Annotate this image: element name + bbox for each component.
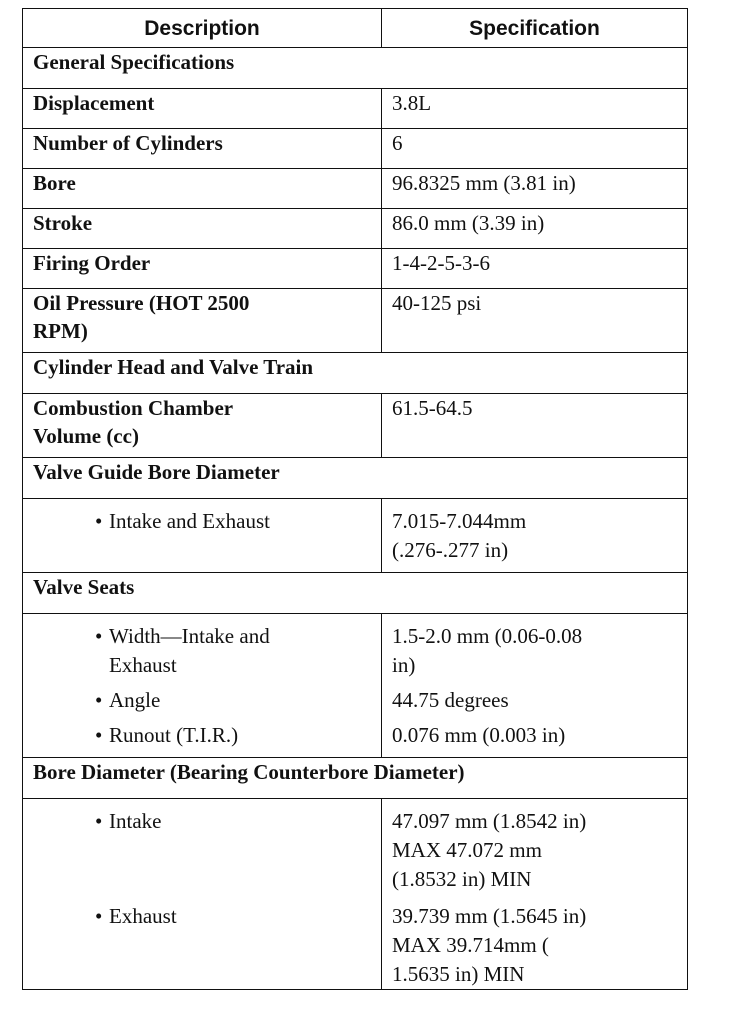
value-line: MAX 47.072 mm [392, 838, 542, 862]
spec-label [23, 799, 382, 990]
table-row [23, 289, 688, 353]
description-header: Description [23, 9, 382, 48]
spec-label [23, 499, 382, 573]
section-valve-seats [23, 573, 688, 614]
spec-value [382, 499, 688, 573]
spec-label: Stroke [23, 209, 382, 249]
bullet-icon: • [95, 809, 103, 833]
specification-table [22, 8, 688, 990]
spec-label [23, 394, 382, 458]
spec-label: Bore [23, 169, 382, 209]
value-line: 39.739 mm (1.5645 in) [392, 904, 587, 928]
value-line: 1.5635 in) MIN [392, 962, 525, 986]
spec-label: Number of Cylinders [23, 129, 382, 169]
table-row [23, 499, 688, 573]
section-title: Bore Diameter (Bearing Counterbore Diameter) [23, 758, 688, 799]
section-cylinder-head [23, 353, 688, 394]
spec-value: 6 [382, 129, 688, 169]
spec-value [382, 799, 688, 990]
table-row [23, 209, 688, 249]
spec-label-line: RPM) [33, 319, 88, 343]
table-row [23, 799, 688, 990]
bullet-text-line: Width—Intake and [109, 624, 270, 648]
value-line: (.276-.277 in) [392, 538, 509, 562]
value-line: MAX 39.714mm ( [392, 933, 549, 957]
spec-value: 1-4-2-5-3-6 [382, 249, 688, 289]
spec-value: 96.8325 mm (3.81 in) [382, 169, 688, 209]
spec-value: 61.5-64.5 [382, 394, 688, 458]
table-row [23, 249, 688, 289]
spec-label-line: Volume (cc) [33, 424, 139, 448]
bullet-text: Intake and Exhaust [109, 509, 270, 533]
spec-value: 3.8L [382, 89, 688, 129]
value-line: 47.097 mm (1.8542 in) [392, 809, 587, 833]
table-row [23, 89, 688, 129]
spec-label [23, 289, 382, 353]
value-line: 44.75 degrees [392, 688, 509, 712]
value-line: (1.8532 in) MIN [392, 867, 532, 891]
bullet-icon: • [95, 904, 103, 928]
bullet-text: Runout (T.I.R.) [109, 723, 239, 747]
bullet-icon: • [95, 688, 103, 712]
section-title: Valve Seats [23, 573, 688, 614]
specification-header: Specification [382, 9, 688, 48]
bullet-item [33, 622, 371, 680]
value-line: 7.015-7.044mm [392, 509, 527, 533]
section-valve-guide [23, 458, 688, 499]
spec-label [23, 614, 382, 758]
value-line: 0.076 mm (0.003 in) [392, 723, 566, 747]
section-title: General Specifications [23, 48, 688, 89]
bullet-icon: • [95, 723, 103, 747]
spacer [392, 894, 677, 902]
bullet-text-line: Exhaust [109, 653, 177, 677]
section-title: Cylinder Head and Valve Train [23, 353, 688, 394]
section-bore-diameter [23, 758, 688, 799]
bullet-item [33, 721, 371, 750]
table-row [23, 394, 688, 458]
value-line: 1.5-2.0 mm (0.06-0.08 [392, 624, 583, 648]
bullet-item [33, 902, 371, 931]
spec-value [382, 614, 688, 758]
bullet-text [109, 622, 270, 680]
spacer [33, 836, 371, 902]
table-row [23, 129, 688, 169]
bullet-item [33, 507, 371, 536]
bullet-icon: • [95, 624, 103, 648]
table-row [23, 614, 688, 758]
bullet-item [33, 807, 371, 836]
table-row [23, 169, 688, 209]
spec-label-line: Oil Pressure (HOT 2500 [33, 291, 250, 315]
spec-label: Firing Order [23, 249, 382, 289]
bullet-icon: • [95, 509, 103, 533]
spec-label-line: Combustion Chamber [33, 396, 234, 420]
bullet-text: Intake [109, 809, 162, 833]
spec-value: 86.0 mm (3.39 in) [382, 209, 688, 249]
bullet-item [33, 686, 371, 715]
bullet-text: Exhaust [109, 904, 177, 928]
spec-label: Displacement [23, 89, 382, 129]
header-row [23, 9, 688, 48]
section-title: Valve Guide Bore Diameter [23, 458, 688, 499]
bullet-text: Angle [109, 688, 161, 712]
value-line: in) [392, 653, 416, 677]
spec-value: 40-125 psi [382, 289, 688, 353]
section-general [23, 48, 688, 89]
